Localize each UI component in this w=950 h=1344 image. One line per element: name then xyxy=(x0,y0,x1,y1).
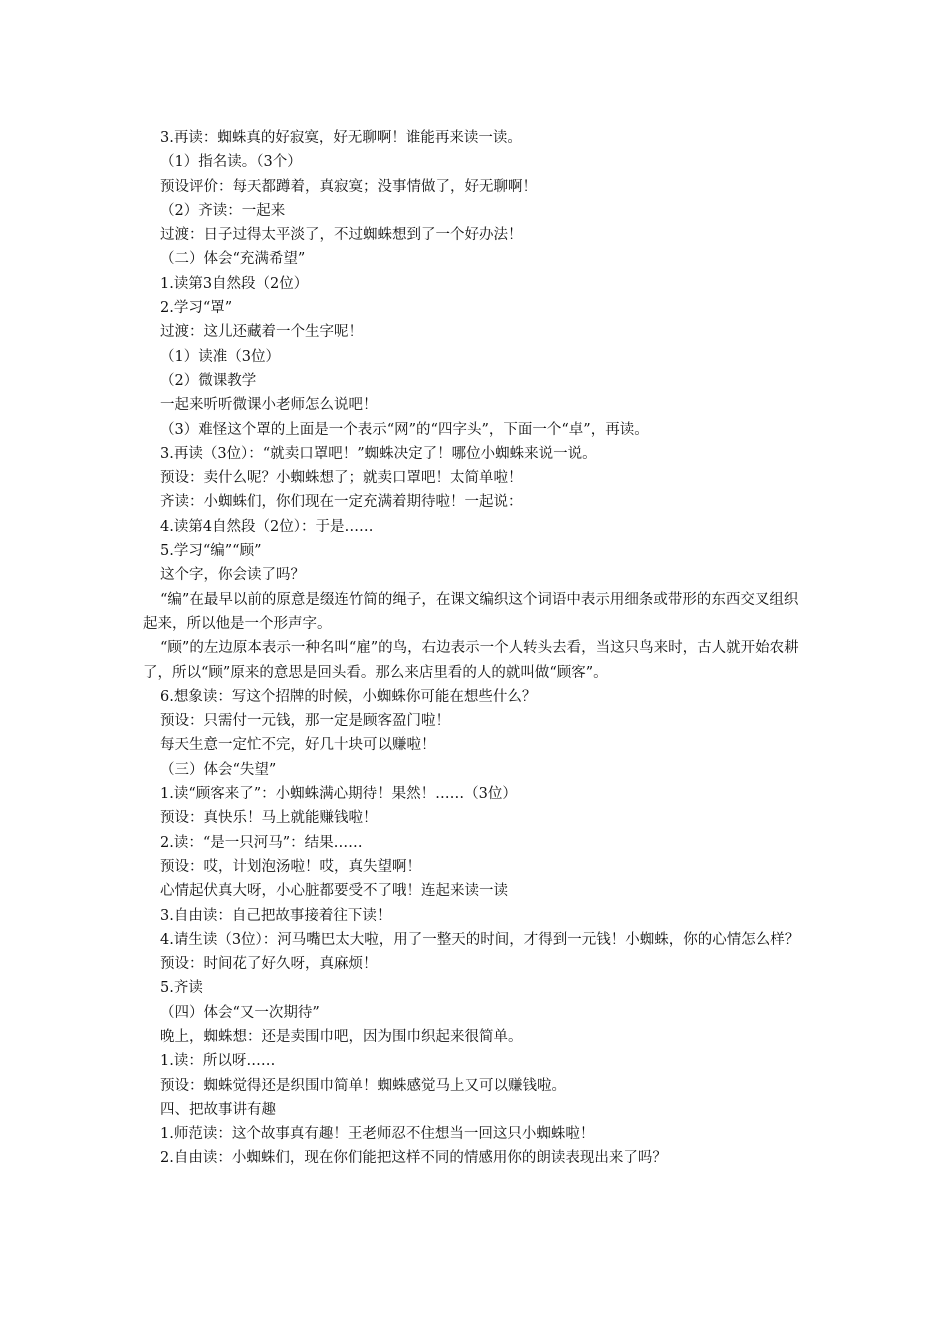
text-line: 预设：真快乐！马上就能赚钱啦！ xyxy=(160,810,378,827)
text-line: （1）读准（3位） xyxy=(160,348,280,365)
text-line: 过渡：这儿还藏着一个生字呢！ xyxy=(160,324,363,341)
text-line: 过渡：日子过得太平淡了，不过蜘蛛想到了一个好办法！ xyxy=(160,227,523,244)
text-line: 这个字，你会读了吗？ xyxy=(160,567,305,584)
text-line: 2.自由读：小蜘蛛们，现在你们能把这样不同的情感用你的朗读表现出来了吗？ xyxy=(160,1150,667,1167)
text-line: 3.再读（3位）：“就卖口罩吧！”蜘蛛决定了！哪位小蜘蛛来说一说。 xyxy=(160,445,597,462)
text-line: 3.自由读：自己把故事接着往下读！ xyxy=(160,907,392,924)
text-line: 一起来听听微课小老师怎么说吧！ xyxy=(160,397,378,414)
text-line: 1.读“顾客来了”：小蜘蛛满心期待！果然！……（3位） xyxy=(160,786,517,803)
text-line: 预设：哎，计划泡汤啦！哎，真失望啊！ xyxy=(160,858,421,875)
text-line: 预设：时间花了好久呀，真麻烦！ xyxy=(160,956,378,973)
text-line: （2）齐读：一起来 xyxy=(160,202,286,219)
text-line: 心情起伏真大呀，小心脏都要受不了哦！连起来读一读 xyxy=(160,883,508,900)
text-line: 预设：只需付一元钱，那一定是顾客盈门啦！ xyxy=(160,713,450,730)
text-line: 预设：蜘蛛觉得还是织围巾简单！蜘蛛感觉马上又可以赚钱啦。 xyxy=(160,1077,566,1094)
text-line: 1.师范读：这个故事真有趣！王老师忍不住想当一回这只小蜘蛛啦！ xyxy=(160,1126,595,1143)
text-line: （2）微课教学 xyxy=(160,372,257,389)
text-line: 1.读第3自然段（2位） xyxy=(160,275,309,292)
text-line: 3.再读：蜘蛛真的好寂寞，好无聊啊！谁能再来读一读。 xyxy=(160,130,522,146)
text-line: 1.读：所以呀…… xyxy=(160,1053,276,1070)
section-heading: （四）体会“又一次期待” xyxy=(160,1004,320,1021)
section-heading: 四、把故事讲有趣 xyxy=(160,1101,276,1118)
document-body xyxy=(143,126,808,1171)
section-heading: （二）体会“充满希望” xyxy=(160,251,306,268)
text-line: 晚上，蜘蛛想：还是卖围巾吧，因为围巾织起来很简单。 xyxy=(160,1028,523,1045)
text-line: （1）指名读。（3个） xyxy=(160,154,302,171)
text-line: 4.读第4自然段（2位）：于是…… xyxy=(160,518,374,535)
text-line: 每天生意一定忙不完，好几十块可以赚啦！ xyxy=(160,737,436,754)
text-line: 预设：卖什么呢？小蜘蛛想了；就卖口罩吧！太简单啦！ xyxy=(160,470,523,487)
text-line: 6.想象读：写这个招牌的时候，小蜘蛛你可能在想些什么？ xyxy=(160,688,537,705)
section-heading: （三）体会“失望” xyxy=(160,761,277,778)
text-line: （3）难怪这个罩的上面是一个表示“网”的“四字头”，下面一个“卓”，再读。 xyxy=(160,421,649,438)
text-line: 2.学习“罩” xyxy=(160,300,233,317)
text-line: 2.读：“是一只河马”：结果…… xyxy=(160,834,363,851)
text-line: 预设评价：每天都蹲着，真寂寞；没事情做了，好无聊啊！ xyxy=(160,178,537,195)
text-line: 5.齐读 xyxy=(160,980,203,997)
paragraph-bian: “编”在最早以前的原意是缀连竹简的绳子，在课文编织这个词语中表示用细条或带形的东西交叉组织起来，所以他是一个形声字。 xyxy=(143,591,799,632)
text-line: 齐读：小蜘蛛们，你们现在一定充满着期待啦！一起说： xyxy=(160,494,523,511)
paragraph-gu: “顾”的左边原本表示一种名叫“雇”的鸟，右边表示一个人转头去看，当这只鸟来时，古人就开始农耕了，所以“顾”原来的意思是回头看。那么来店里看的人的就叫做“顾客”。 xyxy=(143,640,799,681)
paragraph-student-read: 4.请生读（3位）：河马嘴巴太大啦，用了一整天的时间，才得到一元钱！小蜘蛛，你的心情怎么样？ xyxy=(160,931,800,948)
text-line: 5.学习“编”“顾” xyxy=(160,543,262,560)
